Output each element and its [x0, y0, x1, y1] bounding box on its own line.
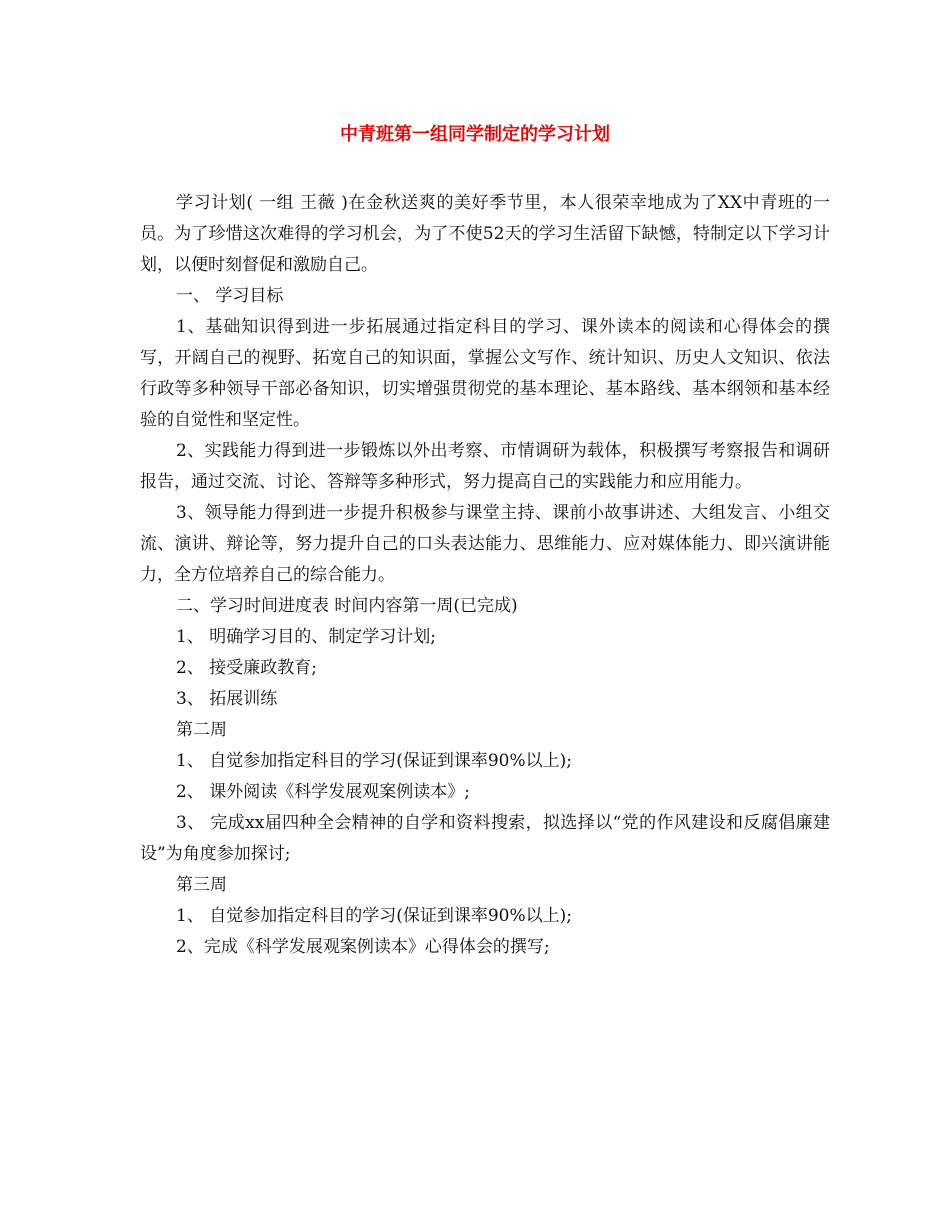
week1-item-2: 2、 接受廉政教育; [176, 658, 317, 678]
goal-paragraph-3: 3、领导能力得到进一步提升积极参与课堂主持、课前小故事讲述、大组发言、小组交流、演讲、辩论等，努力提升自己的口头表达能力、思维能力、应对媒体能力、即兴演讲能力，全方位培养自己的综合能力。 [140, 503, 830, 585]
goal-paragraph-2: 2、实践能力得到进一步锻炼以外出考察、市情调研为载体，积极撰写考察报告和调研报告，通过交流、讨论、答辩等多种形式，努力提高自己的实践能力和应用能力。 [140, 441, 830, 492]
week3-heading: 第三周 [176, 875, 227, 895]
week2-item-1: 1、 自觉参加指定科目的学习(保证到课率90%以上); [176, 751, 572, 771]
week3-item-1: 1、 自觉参加指定科目的学习(保证到课率90%以上); [176, 906, 572, 926]
week1-item-3: 3、 拓展训练 [176, 689, 278, 709]
week2-item-3: 3、 完成xx届四种全会精神的自学和资料搜索，拟选择以“党的作风建设和反腐倡廉建设”为角度参加探讨; [140, 813, 830, 864]
week3-item-2: 2、完成《科学发展观案例读本》心得体会的撰写; [176, 937, 550, 957]
week1-item-1: 1、 明确学习目的、制定学习计划; [176, 627, 436, 647]
section-heading-schedule: 二、学习时间进度表 时间内容第一周(已完成) [176, 596, 518, 616]
document-body [140, 188, 830, 963]
section-heading-goals: 一、 学习目标 [176, 286, 284, 306]
goal-paragraph-1: 1、基础知识得到进一步拓展通过指定科目的学习、课外读本的阅读和心得体会的撰写，开阔自己的视野、拓宽自己的知识面，掌握公文写作、统计知识、历史人文知识、依法行政等多种领导干部必备知识，切实增强贯彻党的基本理论、基本路线、基本纲领和基本经验的自觉性和坚定性。 [140, 317, 830, 430]
week2-item-2: 2、 课外阅读《科学发展观案例读本》; [176, 782, 470, 802]
week2-heading: 第二周 [176, 720, 227, 740]
intro-paragraph: 学习计划( 一组 王薇 )在金秋送爽的美好季节里，本人很荣幸地成为了XX中青班的一员。为了珍惜这次难得的学习机会，为了不使52天的学习生活留下缺憾，特制定以下学习计划，以便时刻督促和激励自己。 [140, 193, 830, 275]
document-title: 中青班第一组同学制定的学习计划 [340, 124, 610, 145]
